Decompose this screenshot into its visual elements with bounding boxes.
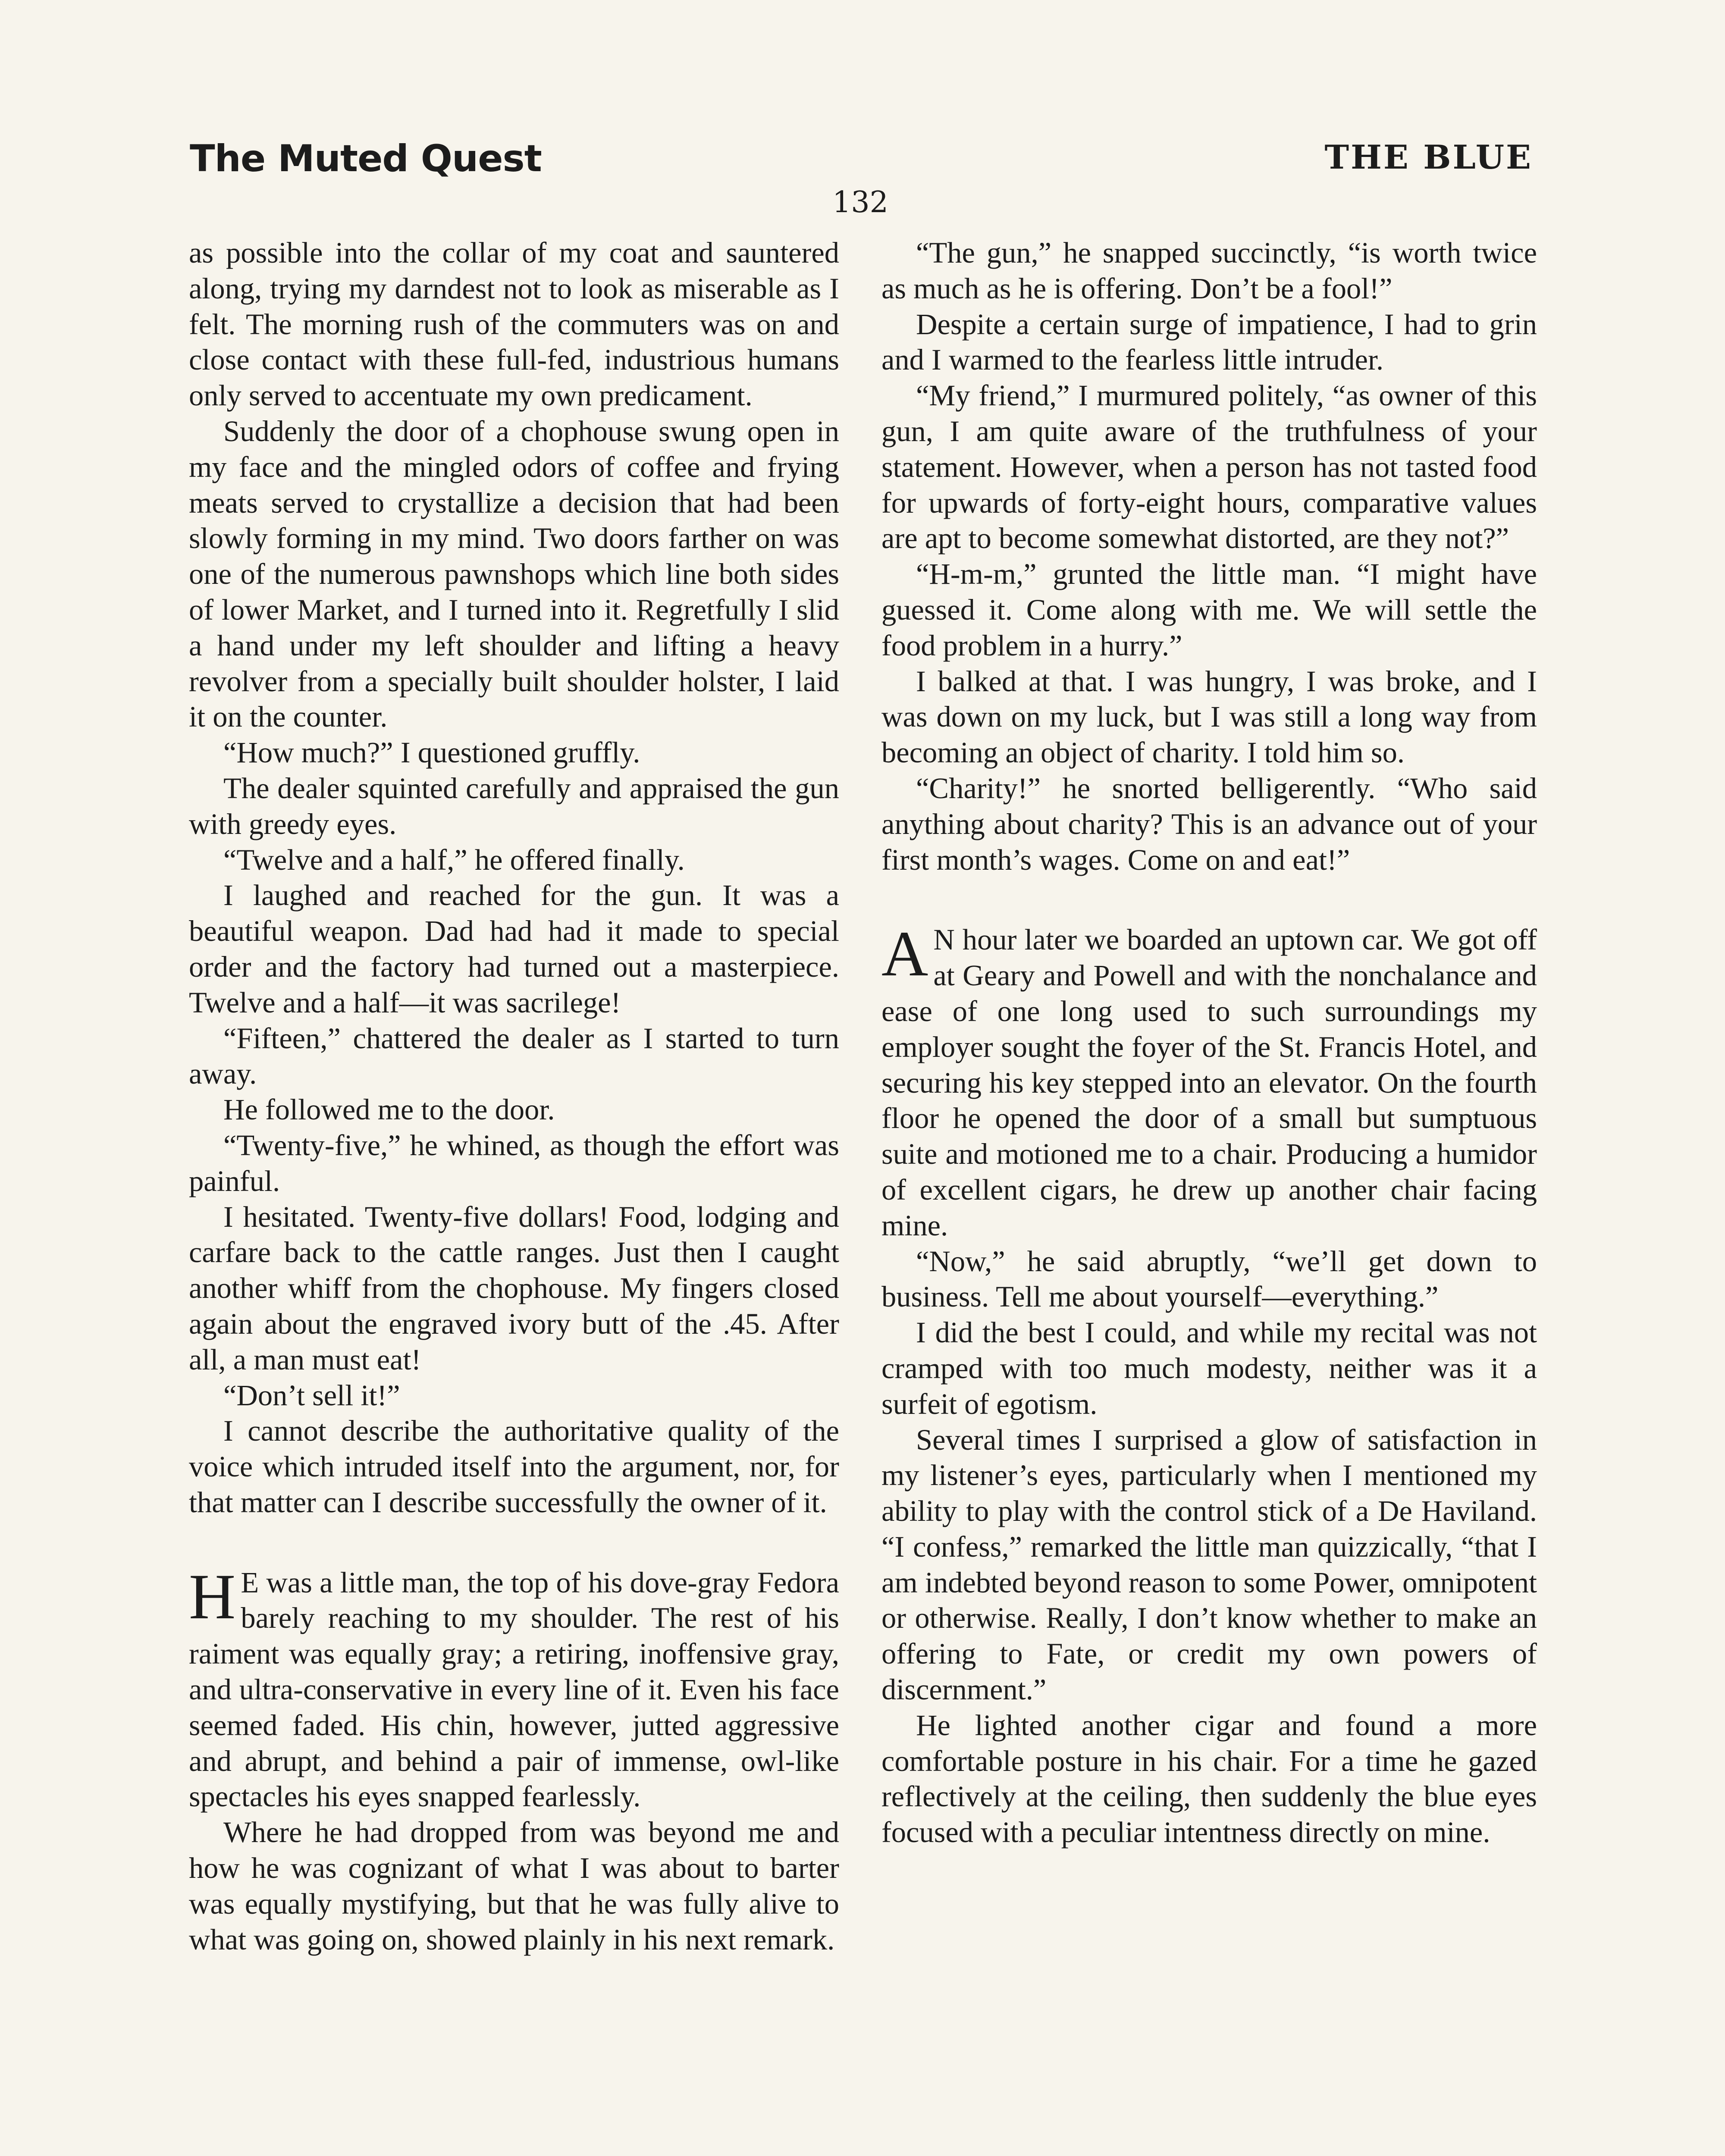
paragraph: I laughed and reached for the gun. It was a beautiful weapon. Dad had had it made to special order and the factory had turned out a masterpiece. Twelve and a half—it was sacrilege! [189,879,839,1019]
paragraph: I hesitated. Twenty-five dollars! Food, lodging and carfare back to the cattle ranges. Just then I caught another whiff from the chophouse. My fingers closed again about the engraved ivory butt of the .45. After all, a man must eat! [189,1200,839,1376]
paragraph: “H-m-m,” grunted the little man. “I might have guessed it. Come along with me. We will settle the food problem in a hurry.” [881,558,1537,662]
paragraph-text: E was a little man, the top of his dove-gray Fedora barely reaching to my shoulder. The rest of his raiment was equally gray; a retiring, inoffensive gray, and ultra-conservative in every line of it. Even his face seemed faded. His chin, however, jutted aggressive and abrupt, and behind a pair of immense, owl-like spectacles his eyes snapped fearlessly. [189,1566,839,1813]
paragraph: “Now,” he said abruptly, “we’ll get down to business. Tell me about yourself—everything.” [881,1244,1537,1313]
paragraph-with-dropcap [189,1561,839,1815]
paragraph: Suddenly the door of a chophouse swung open in my face and the mingled odors of coffee and frying meats served to crystallize a decision that had been slowly forming in my mind. Two doors farther on was one of the numerous pawnshops which line both sides of lower Market, and I turned into it. Regretfully I slid a hand under my left shoulder and lifting a heavy revolver from a specially built shoulder holster, I laid it on the counter. [189,414,839,733]
running-title: The Muted Quest [190,137,542,180]
paragraph: as possible into the collar of my coat and sauntered along, trying my darndest not to look as miserable as I felt. The morning rush of the commuters was on and close contact with these full-fed, industrious humans only served to accentuate my own predicament. [189,236,839,412]
paragraph: “Charity!” he snorted belligerently. “Who said anything about charity? This is an advance out of your first month’s wages. Come on and eat!” [881,771,1537,876]
paragraph-with-dropcap [881,918,1537,1243]
magazine-name: THE BLUE [1324,138,1533,176]
paragraph: Despite a certain surge of impatience, I had to grin and I warmed to the fearless little intruder. [881,307,1537,376]
paragraph: “Twelve and a half,” he offered finally. [223,843,685,876]
right-column [881,235,1537,1850]
paragraph: “Twenty-five,” he whined, as though the effort was painful. [189,1128,839,1197]
paragraph: I did the best I could, and while my recital was not cramped with too much modesty, neither was it a surfeit of egotism. [881,1316,1537,1420]
paragraph-text: N hour later we boarded an uptown car. We got off at Geary and Powell and with the nonchalance and ease of one long used to such surroundings my employer sought the foyer of the St. Francis Hotel, and securing his key stepped into an elevator. On the fourth floor he opened the door of a small but sumptuous suite and motioned me to a chair. Producing a humidor of excellent cigars, he drew up another chair facing mine. [881,923,1537,1242]
paragraph: He lighted another cigar and found a more comfortable posture in his chair. For a time he gazed reflectively at the ceiling, then suddenly the blue eyes focused with a peculiar intentness directly on mine. [881,1708,1537,1849]
section-break [189,1520,839,1565]
paragraph: “My friend,” I murmured politely, “as owner of this gun, I am quite aware of the truthfulness of your statement. However, when a person has not tasted food for upwards of forty-eight hours, comparative values are apt to become somewhat distorted, are they not?” [881,379,1537,555]
paragraph: “Don’t sell it!” [223,1379,400,1412]
paragraph: “The gun,” he snapped succinctly, “is worth twice as much as he is offering. Don’t be a fool!” [881,236,1537,305]
drop-cap: H [189,1561,236,1633]
section-break [881,877,1537,922]
paragraph: The dealer squinted carefully and appraised the gun with greedy eyes. [189,771,839,840]
paragraph: I balked at that. I was hungry, I was broke, and I was down on my luck, but I was still a long way from becoming an object of charity. I told him so. [881,664,1537,769]
paragraph: I cannot describe the authoritative quality of the voice which intruded itself into the argument, nor, for that matter can I describe successfully the owner of it. [189,1414,839,1519]
paragraph: Several times I surprised a glow of satisfaction in my listener’s eyes, particularly when I mentioned my ability to play with the control stick of a De Haviland. “I confess,” remarked the little man quizzically, “that I am indebted beyond reason to some Power, omnipotent or otherwise. Really, I don’t know whether to make an offering to Fate, or credit my own powers of discernment.” [881,1423,1537,1706]
page-number: 132 [832,185,888,219]
paragraph: “How much?” I questioned gruffly. [223,736,640,769]
paragraph: “Fifteen,” chattered the dealer as I started to turn away. [189,1022,839,1091]
paragraph: Where he had dropped from was beyond me and how he was cognizant of what I was about to barter was equally mystifying, but that he was fully alive to what was going on, showed plainly in his next remark. [189,1816,839,1956]
left-column [189,235,839,1957]
drop-cap: A [881,918,928,990]
paragraph: He followed me to the door. [223,1093,555,1126]
